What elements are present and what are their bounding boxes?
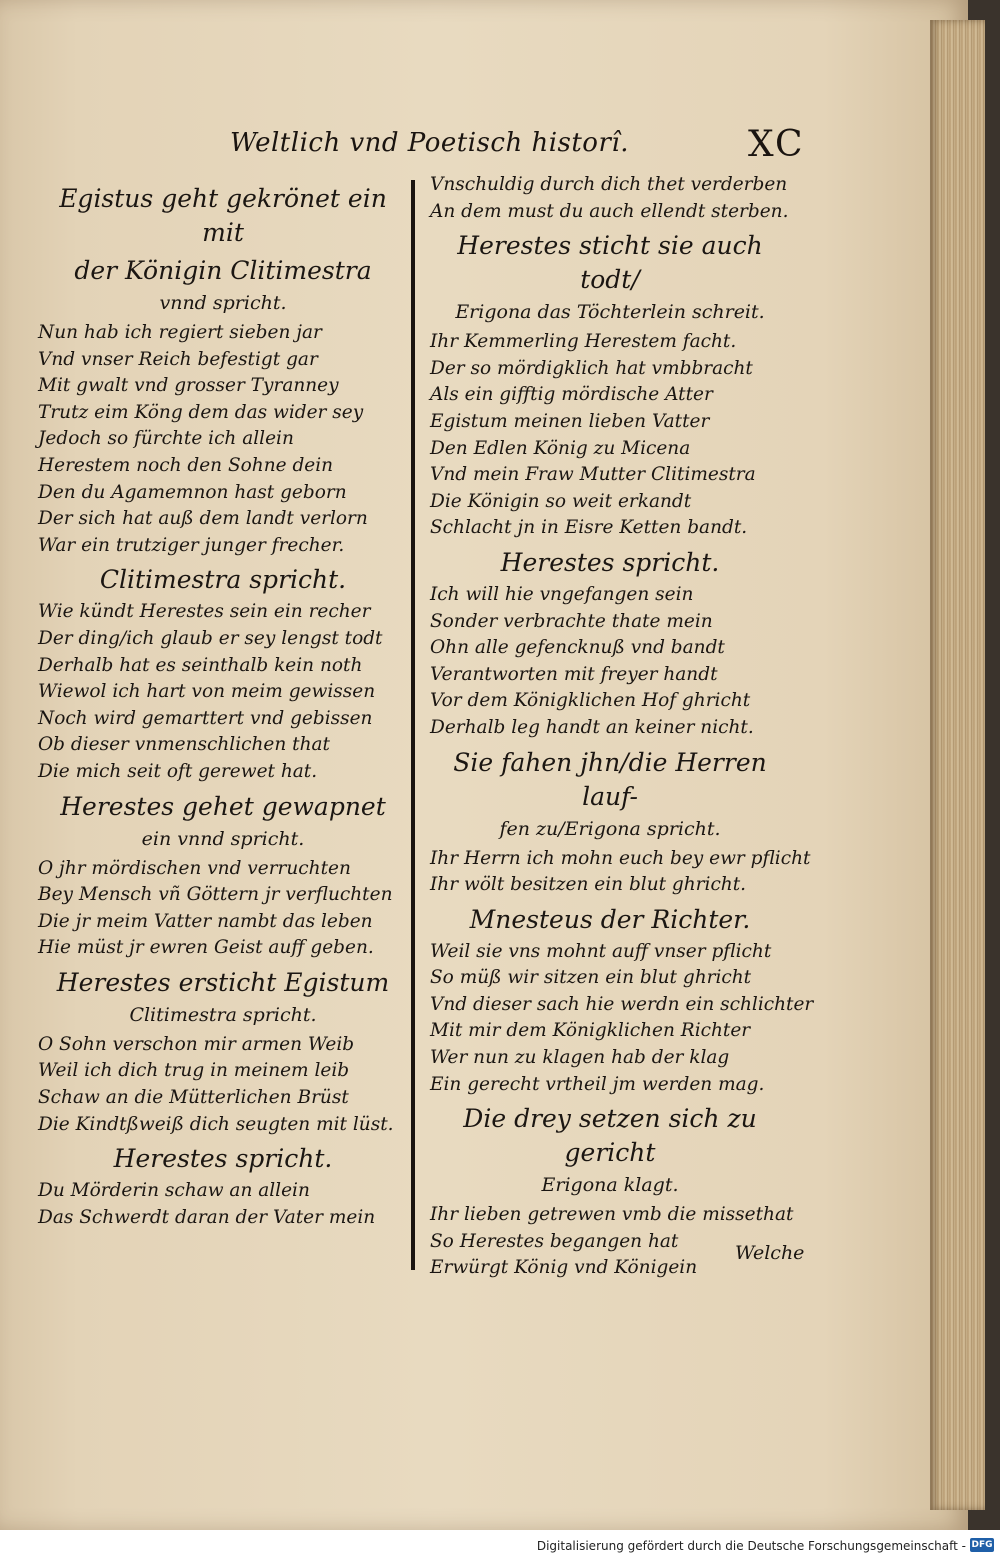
verse-line: Verantworten mit freyer handt	[430, 663, 718, 685]
section-heading: Herestes spricht.	[113, 1144, 333, 1174]
section-heading: Herestes ersticht Egistum	[56, 967, 390, 997]
verse-line: An dem must du auch ellendt sterben.	[430, 200, 789, 222]
verse-line: Ihr lieben getrewen vmb die missethat	[430, 1204, 794, 1226]
verse-line: Ohn alle gefencknuß vnd bandt	[430, 637, 725, 659]
verse-line: Die Königin so weit erkandt	[430, 490, 692, 512]
verse-line: Der sich hat auß dem landt verlorn	[38, 508, 368, 530]
verse-line: Das Schwerdt daran der Vater mein	[38, 1206, 376, 1228]
section-subheading: Clitimestra spricht.	[129, 1003, 317, 1026]
verse-line: Vor dem Königklichen Hof ghricht	[430, 690, 751, 712]
catchword: Welche	[735, 1242, 805, 1264]
section-heading: Herestes sticht sie auch todt/	[457, 231, 763, 295]
folio-number: XC	[748, 124, 805, 165]
verse-line: Noch wird gemarttert vnd gebissen	[38, 707, 373, 729]
verse-line: Trutz eim Köng dem das wider sey	[38, 401, 364, 423]
column-rule	[411, 180, 415, 1270]
verse-line: War ein trutziger junger frecher.	[38, 534, 345, 556]
verse-line: Die jr meim Vatter nambt das leben	[38, 910, 373, 932]
left-column	[38, 178, 408, 1231]
verse-line: O jhr mördischen vnd verruchten	[38, 857, 351, 879]
verse-line: Der ding/ich glaub er sey lengst todt	[38, 627, 383, 649]
verse-line: Erwürgt König vnd Königein	[430, 1257, 698, 1279]
section-heading: der Königin Clitimestra	[74, 256, 372, 285]
verse-line: Hie müst jr ewren Geist auff geben.	[38, 937, 374, 959]
verse-line: Bey Mensch vñ Göttern jr verfluchten	[38, 884, 393, 906]
verse-line: Nun hab ich regiert sieben jar	[38, 322, 322, 343]
section-subheading: ein vnnd spricht.	[141, 827, 305, 850]
verse-line: Weil sie vns mohnt auff vnser pflicht	[430, 940, 772, 962]
verse-line: Wer nun zu klagen hab der klag	[430, 1047, 730, 1069]
section-heading: Clitimestra spricht.	[99, 565, 347, 595]
verse-line: Schaw an die Mütterlichen Brüst	[38, 1087, 349, 1109]
verse-line: Ihr Kemmerling Herestem facht.	[430, 331, 737, 353]
verse-line: Mit mir dem Königklichen Richter	[430, 1020, 751, 1042]
section-subheading: Erigona das Töchterlein schreit.	[455, 301, 765, 324]
verse-line: Vnd vnser Reich befestigt gar	[38, 348, 318, 370]
verse-line: Ihr wölt besitzen ein blut ghricht.	[430, 874, 747, 896]
verse-line: Ein gerecht vrtheil jm werden mag.	[430, 1073, 765, 1095]
verse-line: Vnschuldig durch dich thet verderben	[430, 174, 788, 195]
verse-line: Derhalb leg handt an keiner nicht.	[430, 716, 754, 738]
section-heading: Herestes gehet gewapnet	[60, 791, 386, 821]
verse-line: Ihr Herrn ich mohn euch bey ewr pflicht	[430, 847, 811, 869]
section-subheading: fen zu/Erigona spricht.	[499, 817, 721, 840]
verse-line: Schlacht jn in Eisre Ketten bandt.	[430, 517, 748, 539]
section-subheading: vnnd spricht.	[159, 292, 287, 314]
verse-line: Egistum meinen lieben Vatter	[430, 410, 710, 432]
verse-line: Als ein gifftig mördische Atter	[430, 384, 713, 406]
verse-line: Mit gwalt vnd grosser Tyranney	[38, 375, 339, 397]
verse-line: Wie kündt Herestes sein ein recher	[38, 601, 371, 623]
verse-line: Jedoch so fürchte ich allein	[38, 428, 294, 450]
verse-line: Ob dieser vnmenschlichen that	[38, 734, 330, 756]
verse-line: Weil ich dich trug in meinem leib	[38, 1060, 350, 1082]
dfg-logo: DFG	[971, 1540, 993, 1550]
verse-line: Vnd mein Fraw Mutter Clitimestra	[430, 464, 756, 486]
section-heading: Egistus geht gekrönet ein mit	[59, 184, 387, 247]
verse-line: Den Edlen König zu Micena	[430, 437, 691, 459]
verse-line: Derhalb hat es seinthalb kein noth	[38, 654, 363, 676]
verse-line: Die Kindtßweiß dich seugten mit lüst.	[38, 1113, 394, 1135]
verse-line: So müß wir sitzen ein blut ghricht	[430, 967, 752, 989]
running-title: Weltlich vnd Poetisch historî.	[230, 128, 629, 158]
verse-line: Herestem noch den Sohne dein	[38, 454, 334, 476]
verse-line: Wiewol ich hart von meim gewissen	[38, 681, 376, 703]
verse-line: Ich will hie vngefangen sein	[430, 583, 694, 605]
section-heading: Herestes spricht.	[500, 547, 720, 577]
right-column	[430, 172, 814, 1282]
section-subheading: Erigona klagt.	[541, 1174, 679, 1197]
verse-line: Die mich seit oft gerewet hat.	[38, 760, 318, 782]
verse-line: Den du Agamemnon hast geborn	[38, 481, 347, 503]
footer-credit: Digitalisierung gefördert durch die Deutsche Forschungsgemeinschaft -	[536, 1539, 966, 1553]
verse-line: O Sohn verschon mir armen Weib	[38, 1033, 355, 1055]
section-heading: Mnesteus der Richter.	[469, 904, 751, 934]
verse-line: Du Mörderin schaw an allein	[38, 1180, 310, 1202]
verse-line: So Herestes begangen hat	[430, 1230, 679, 1252]
section-heading: Die drey setzen sich zu gericht	[463, 1104, 757, 1168]
page-edges	[930, 20, 985, 1510]
section-heading: Sie fahen jhn/die Herren lauf-	[453, 747, 767, 811]
verse-line: Der so mördigklich hat vmbbracht	[430, 357, 753, 379]
verse-line: Sonder verbrachte thate mein	[430, 610, 713, 632]
verse-line: Vnd dieser sach hie werdn ein schlichter	[430, 993, 814, 1015]
